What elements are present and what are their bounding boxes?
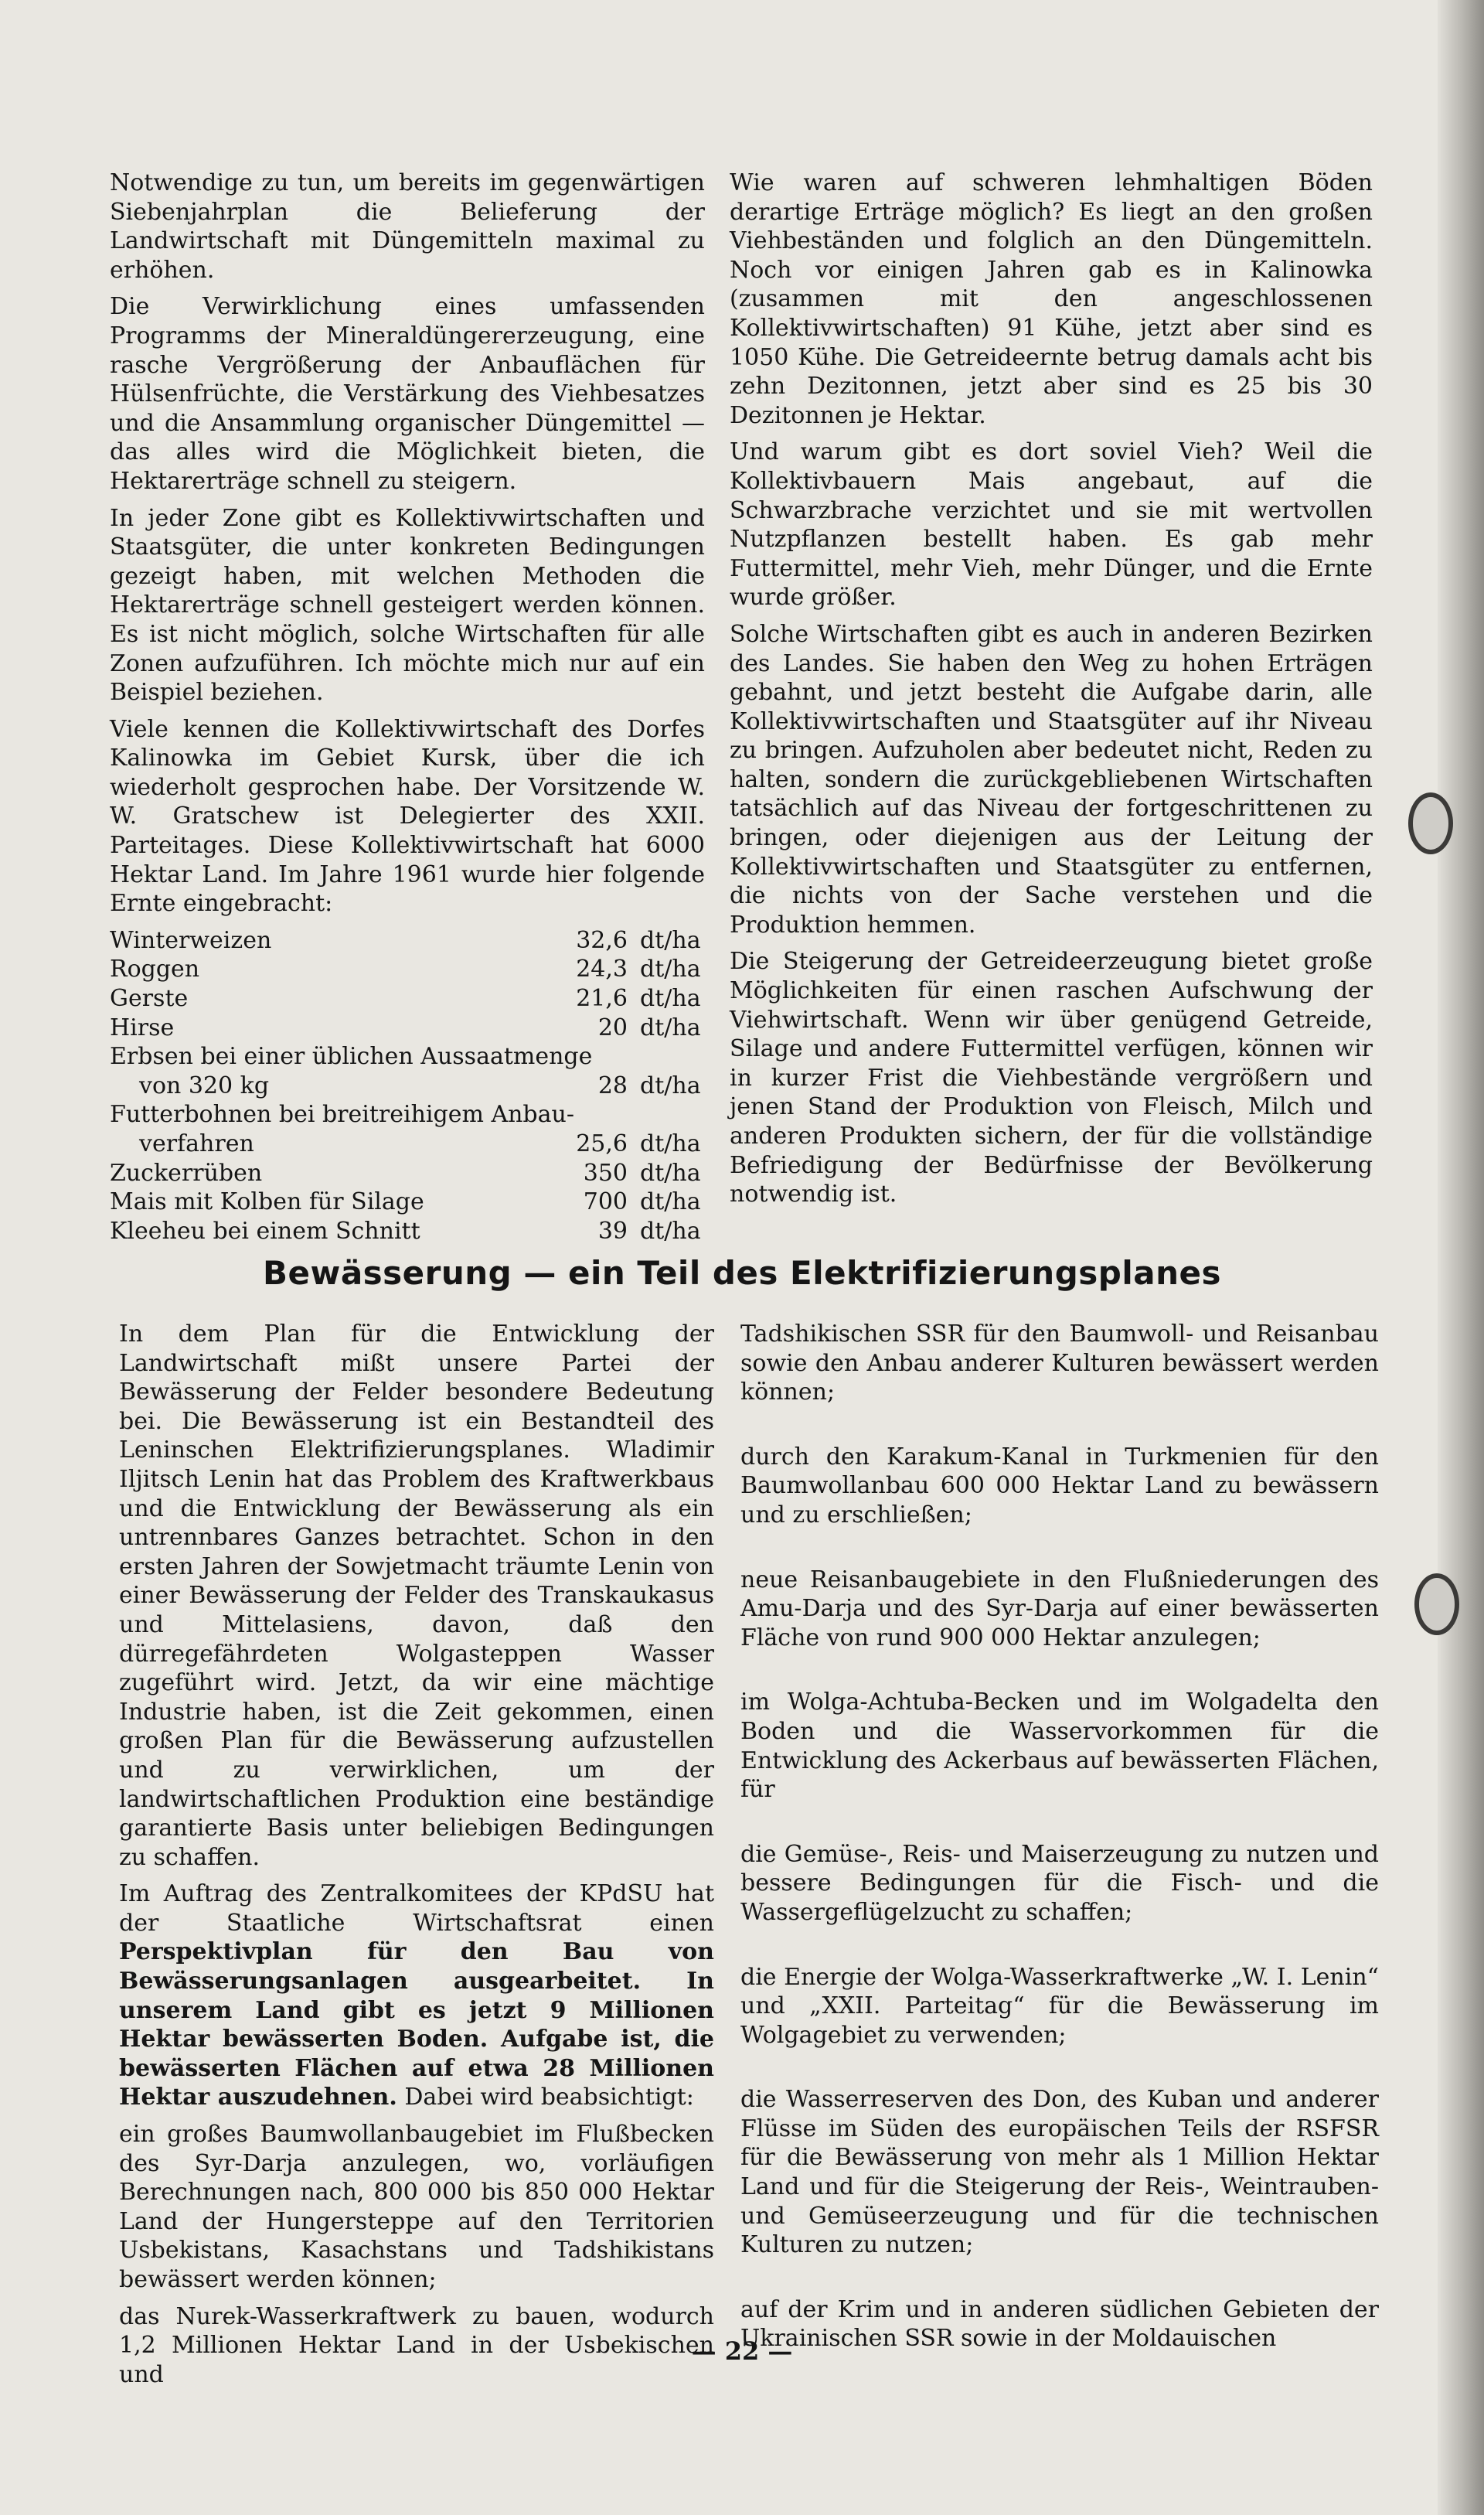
harvest-row xyxy=(110,984,705,1014)
harvest-crop: Futterbohnen bei breitreihigem Anbau- xyxy=(110,1101,574,1129)
section-heading: Bewässerung — ein Teil des Elektrifizierungsplanes xyxy=(263,1254,1221,1292)
harvest-value: 700 xyxy=(583,1188,628,1216)
top-right-column xyxy=(730,169,1373,1217)
paragraph: In jeder Zone gibt es Kollektivwirtschaften und Staatsgüter, die unter konkreten Bedingungen gezeigt haben, mit welchen Methoden die Hektarerträge schnell gesteigert werden können. Es ist nicht möglich, solche Wirtschaften für alle Zonen aufzuführen. Ich möchte mich nur auf ein Beispiel beziehen. xyxy=(110,504,705,707)
harvest-unit: dt/ha xyxy=(640,1014,701,1041)
paragraph: Und warum gibt es dort soviel Vieh? Weil die Kollektivbauern Mais angebaut, auf die Schwarzbrache verzichtet und sie mit wertvollen Nutzpflanzen bestellt haben. Es gab mehr Futtermittel, mehr Vieh, mehr Dünger, und die Ernte wurde größer. xyxy=(730,438,1373,612)
paragraph: Wie waren auf schweren lehmhaltigen Böden derartige Erträge möglich? Es liegt an den großen Viehbeständen und folglich an den Düngemitteln. Noch vor einigen Jahren gab es in Kalinowka (zusammen mit den angeschlossenen Kollektivwirtschaften) 91 Kühe, jetzt aber sind es 1050 Kühe. Die Getreideernte betrug damals acht bis zehn Dezitonnen, jetzt aber sind es 25 bis 30 Dezitonnen je Hektar. xyxy=(730,169,1373,429)
harvest-value: 32,6 xyxy=(576,926,628,954)
paragraph: Solche Wirtschaften gibt es auch in anderen Bezirken des Landes. Sie haben den Weg zu hohen Erträgen gebahnt, und jetzt besteht die Aufgabe darin, alle Kollektivwirtschaften und Staatsgüter auf ihr Niveau zu bringen. Aufzuholen aber bedeutet nicht, Reden zu halten, sondern die zurückgebliebenen Wirtschaften tatsächlich auf das Niveau der fortgeschrittenen zu bringen, oder diejenigen aus der Leitung der Kollektivwirtschaften und Staatsgüter zu entfernen, die nichts von der Sache verstehen und die Produktion hemmen. xyxy=(730,620,1373,939)
bold-text-run: Perspektivplan für den Bau von Bewässerungsanlagen ausgearbeitet. In unserem Land gibt es jetzt 9 Millionen Hektar bewässerten Boden. Aufgabe ist, die bewässerten Flächen auf etwa 28 Millionen Hektar auszudehnen. xyxy=(119,1938,714,2111)
paragraph: auf der Krim und in anderen südlichen Gebieten der Ukrainischen SSR sowie in der Moldauischen xyxy=(740,2295,1379,2353)
binding-hole-mark xyxy=(1408,792,1453,854)
paragraph: In dem Plan für die Entwicklung der Landwirtschaft mißt unsere Partei der Bewässerung der Felder besondere Bedeutung bei. Die Bewässerung ist ein Bestandteil des Leninschen Elektrifizierungsplanes. Wladimir Iljitsch Lenin hat das Problem des Kraftwerkbaus und die Entwicklung der Bewässerung als ein untrennbares Ganzes betrachtet. Schon in den ersten Jahren der Sowjetmacht träumte Lenin von einer Bewässerung der Felder des Transkaukasus und Mittelasiens, davon, daß den dürregefährdeten Wolgasteppen Wasser zugeführt wird. Jetzt, da wir eine mächtige Industrie haben, ist die Zeit gekommen, einen großen Plan für die Bewässerung aufzustellen und zu verwirklichen, um der landwirtschaftlichen Produktion eine beständige garantierte Basis unter beliebigen Bedingungen zu schaffen. xyxy=(119,1321,714,1871)
binding-hole-mark xyxy=(1414,1573,1459,1635)
harvest-value: 24,3 xyxy=(576,956,628,983)
harvest-row xyxy=(110,1217,705,1246)
text-run: Im Auftrag des Zentralkomitees der KPdSU hat der Staatliche Wirtschaftsrat einen xyxy=(119,1880,714,1937)
harvest-row xyxy=(110,1188,705,1217)
harvest-row xyxy=(110,1014,705,1043)
harvest-row xyxy=(110,1130,705,1159)
harvest-value: 350 xyxy=(583,1159,628,1187)
paragraph: das Nurek-Wasserkraftwerk zu bauen, wodurch 1,2 Millionen Hektar Land in der Usbekischen und xyxy=(119,2302,714,2388)
harvest-unit: dt/ha xyxy=(640,956,701,983)
paragraph: die Energie der Wolga-Wasserkraftwerke „W. I. Lenin“ und „XXII. Parteitag“ für die Bewässerung im Wolgagebiet zu verwenden; xyxy=(740,1963,1379,2049)
paragraph: Tadshikischen SSR für den Baumwoll- und Reisanbau sowie den Anbau anderer Kulturen bewässert werden können; xyxy=(740,1321,1379,1406)
harvest-value: 21,6 xyxy=(576,985,628,1013)
harvest-row xyxy=(110,1042,705,1072)
harvest-crop: Gerste xyxy=(110,985,189,1013)
harvest-crop: Hirse xyxy=(110,1014,175,1041)
bottom-right-column xyxy=(740,1320,1379,2361)
harvest-unit: dt/ha xyxy=(640,1188,701,1216)
harvest-crop-continued: von 320 kg xyxy=(139,1072,270,1099)
harvest-value: 39 xyxy=(597,1217,628,1245)
harvest-unit: dt/ha xyxy=(640,1159,701,1187)
harvest-crop-continued: verfahren xyxy=(139,1130,254,1157)
paragraph: durch den Karakum-Kanal in Turkmenien für den Baumwollanbau 600 000 Hektar Land zu bewässern und zu erschließen; xyxy=(740,1443,1379,1528)
paragraph: ein großes Baumwollanbaugebiet im Flußbecken des Syr-Darja anzulegen, wo, vorläufigen Berechnungen nach, 800 000 bis 850 000 Hektar Land der Hungersteppe auf den Territorien Usbekistans, Kasachstans und Tadshikistans bewässert werden können; xyxy=(119,2121,714,2293)
paragraph: die Wasserreserven des Don, des Kuban und anderer Flüsse im Süden des europäischen Teils der RSFSR für die Bewässerung von mehr als 1 Million Hektar Land und für die Steigerung der Reis-, Weintrauben- und Gemüseerzeugung und für die technischen Kulturen zu nutzen; xyxy=(740,2086,1379,2259)
harvest-value: 28 xyxy=(597,1072,628,1099)
harvest-unit: dt/ha xyxy=(640,1217,701,1245)
harvest-unit: dt/ha xyxy=(640,926,701,954)
harvest-crop: Winterweizen xyxy=(110,926,272,954)
harvest-row xyxy=(110,955,705,984)
harvest-row xyxy=(110,1159,705,1188)
harvest-unit: dt/ha xyxy=(640,985,701,1013)
top-left-column xyxy=(110,169,705,1246)
harvest-crop: Roggen xyxy=(110,956,200,983)
paragraph: die Gemüse-, Reis- und Maiserzeugung zu nutzen und bessere Bedingungen für die Fisch- und die Wassergeflügelzucht zu schaffen; xyxy=(740,1840,1379,1926)
page-number: — 22 — xyxy=(691,2336,793,2366)
harvest-row xyxy=(110,926,705,956)
paragraph: im Wolga-Achtuba-Becken und im Wolgadelta den Boden und die Wasservorkommen für die Entwicklung des Ackerbaus auf bewässerten Flächen, für xyxy=(740,1689,1379,1804)
paragraph: neue Reisanbaugebiete in den Flußniederungen des Amu-Darja und des Syr-Darja auf einer bewässerten Fläche von rund 900 000 Hektar anzulegen; xyxy=(740,1566,1379,1651)
harvest-row xyxy=(110,1100,705,1130)
paragraph: Die Verwirklichung eines umfassenden Programms der Mineraldüngererzeugung, eine rasche Vergrößerung der Anbauflächen für Hülsenfrüchte, die Verstärkung des Viehbesatzes und die Ansammlung organischer Düngemittel — das alles wird die Möglichkeit bieten, die Hektarerträge schnell zu steigern. xyxy=(110,293,705,495)
paragraph: Die Steigerung der Getreideerzeugung bietet große Möglichkeiten für einen raschen Aufschwung der Viehwirtschaft. Wenn wir über genügend Getreide, Silage und andere Futtermittel verfügen, können wir in kurzer Frist die Viehbestände vergrößern und jenen Stand der Produktion von Fleisch, Milch und anderen Produkten sichern, der für die vollständige Befriedigung der Bedürfnisse der Bevölkerung notwendig ist. xyxy=(730,948,1373,1208)
harvest-row xyxy=(110,1072,705,1101)
harvest-table xyxy=(110,926,705,1246)
paragraph: Viele kennen die Kollektivwirtschaft des Dorfes Kalinowka im Gebiet Kursk, über die ich wiederholt gesprochen habe. Der Vorsitzende W. W. Gratschew ist Delegierter des XXII. Parteitages. Diese Kollektivwirtschaft hat 6000 Hektar Land. Im Jahre 1961 wurde hier folgende Ernte eingebracht: xyxy=(110,715,705,918)
harvest-crop: Mais mit Kolben für Silage xyxy=(110,1188,424,1216)
harvest-crop: Kleeheu bei einem Schnitt xyxy=(110,1217,420,1245)
bottom-left-column xyxy=(119,1320,714,2397)
harvest-crop: Erbsen bei einer üblichen Aussaatmenge xyxy=(110,1043,593,1071)
harvest-crop: Zuckerrüben xyxy=(110,1159,263,1187)
harvest-unit: dt/ha xyxy=(640,1130,701,1157)
text-run: Dabei wird beabsichtigt: xyxy=(397,2084,694,2111)
paragraph xyxy=(119,1879,714,2112)
paragraph: Notwendige zu tun, um bereits im gegenwärtigen Siebenjahrplan die Belieferung der Landwirtschaft mit Düngemitteln maximal zu erhöhen. xyxy=(110,169,705,284)
harvest-value: 20 xyxy=(597,1014,628,1041)
harvest-unit: dt/ha xyxy=(640,1072,701,1099)
harvest-value: 25,6 xyxy=(576,1130,628,1157)
